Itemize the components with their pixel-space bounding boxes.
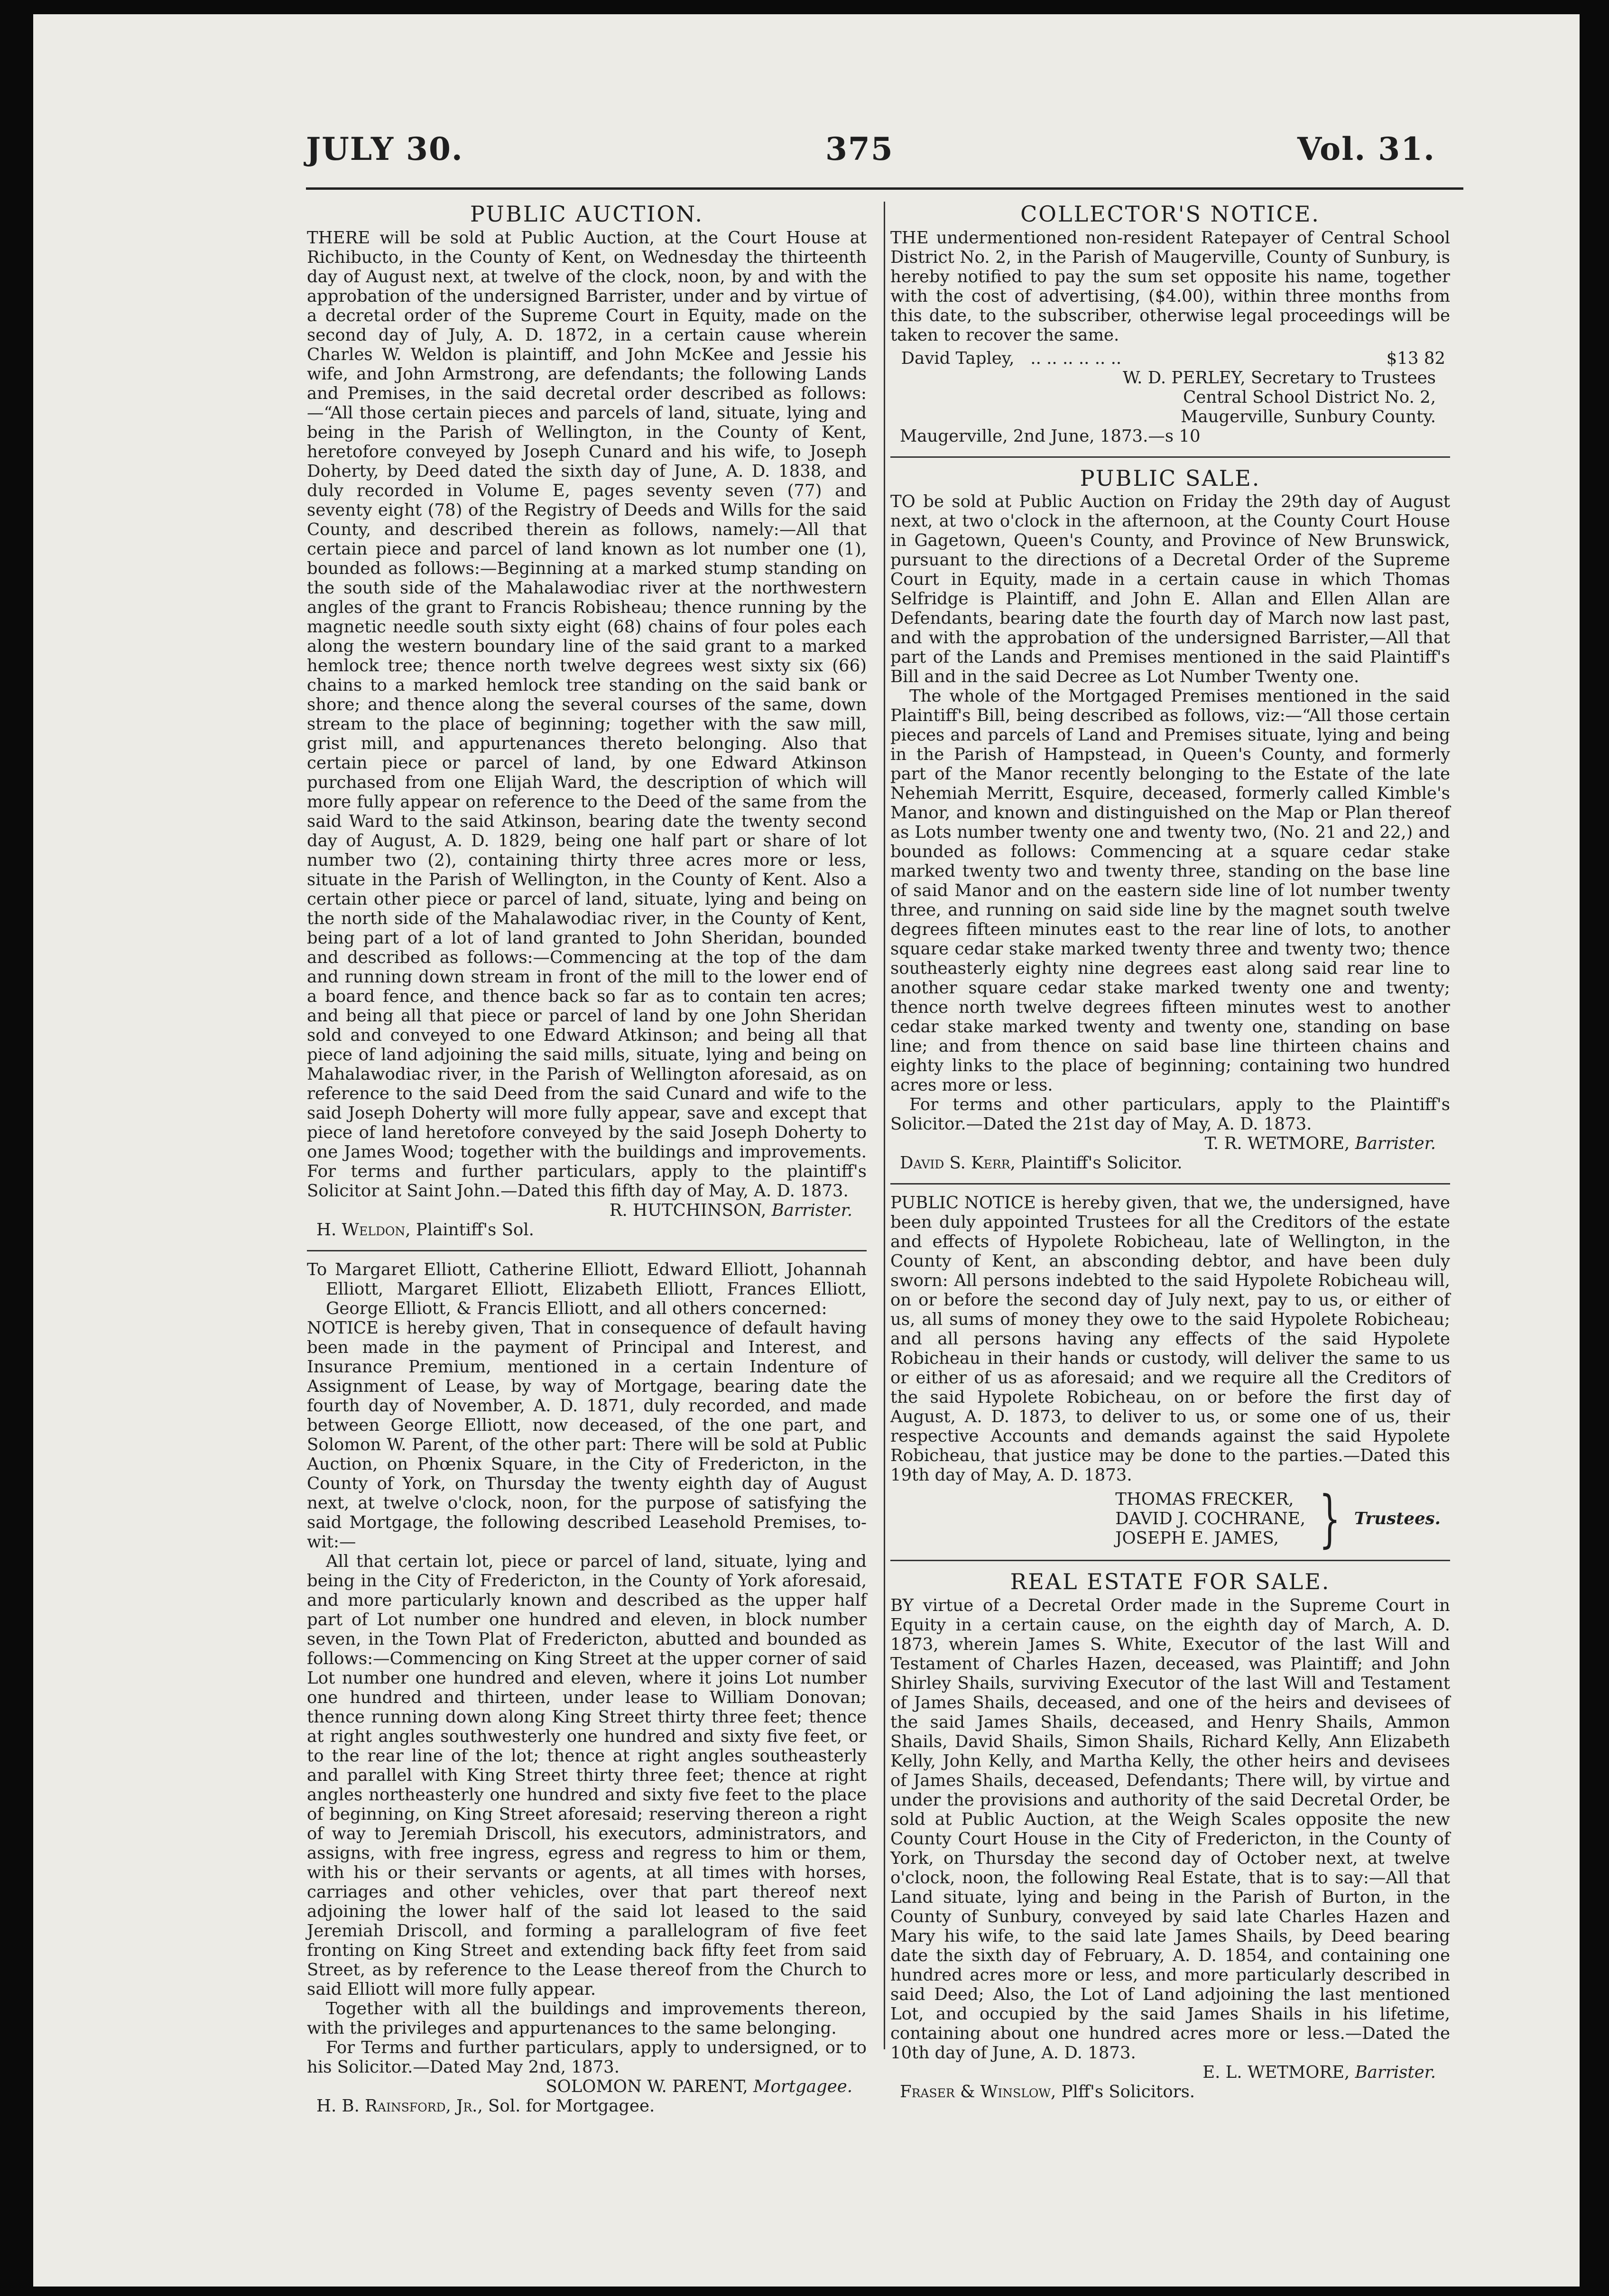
solicitor-role: Sol. for Mortgagee. bbox=[488, 2096, 655, 2116]
public-auction-solicitor bbox=[307, 1220, 867, 1240]
notice-body-2: All that certain lot, piece or parcel of land, situate, lying and being in the City of Fredericton, in the County of York aforesaid, and more particularly known and described as the upper half part of Lot number one hundred and eleven, in block number seven, in the Town Plat of Fredericton, abutted and bounded as follows:—Commencing on King Street at the upper corner of said Lot number one hundred and eleven, where it joins Lot number one hundred and thirteen, under lease to William Donovan; thence running down along King Street thirty three feet; thence at right angles southwesterly one hundred and sixty five feet, or to the rear line of the lot; thence at right angles southeasterly and parallel with King Street thirty three feet; thence at right angles northeasterly one hundred and sixty five feet to the place of beginning, on King Street aforesaid; reserving thereon a right of way to Jeremiah Driscoll, his executors, administrators, and assigns, with free ingress, egress and regress to him or them, with his or their servants or agents, at all times with horses, carriages and other vehicles, over that part thereof next adjoining the lower half of the said lot leased to the said Jeremiah Driscoll, and forming a parallelogram of five feet fronting on King Street and extending back fifty feet from said Street, as by reference to the Lease thereof from the Church to said Elliott will more fully appear. bbox=[307, 1551, 867, 1999]
public-sale-signature bbox=[890, 1134, 1450, 1153]
trustee-name: DAVID J. COCHRANE, bbox=[1115, 1509, 1306, 1528]
signature-role: Mortgagee. bbox=[753, 2076, 852, 2096]
solicitor-name: H. B. Rainsford, Jr., bbox=[316, 2096, 483, 2116]
solicitor-name: David S. Kerr, bbox=[900, 1153, 1016, 1173]
signature-name: T. R. WETMORE, bbox=[1204, 1134, 1350, 1154]
solicitor-role: Plff's Solicitors. bbox=[1061, 2082, 1195, 2102]
public-auction-title: PUBLIC AUCTION. bbox=[470, 201, 703, 227]
gazette-page bbox=[33, 14, 1580, 2287]
collector-sig-3: Maugerville, Sunbury County. bbox=[1181, 407, 1436, 426]
real-estate-body: BY virtue of a Decretal Order made in the Supreme Court in Equity in a certain cause, on the eighth day of March, A. D. 1873, wherein James S. White, Executor of the last Will and Testament of Charles Hazen, deceased, was Plaintiff; and John Shirley Shails, surviving Executor of the last Will and Testament of James Shails, deceased, and one of the heirs and devisees of the said James Shails, deceased, and Henry Shails, Ammon Shails, David Shails, Simon Shails, Richard Kelly, Ann Elizabeth Kelly, John Kelly, and Martha Kelly, the other heirs and devisees of James Shails, deceased, Defendants; There will, by virtue and under the provisions and authority of the said Decretal Order, be sold at Public Auction, at the Weigh Scales opposite the new County Court House in the City of Fredericton, in the County of York, on Thursday the second day of October next, at twelve o'clock, noon, the following Real Estate, that is to say:—All that Land situate, lying and being in the Parish of Burton, in the County of Sunbury, conveyed by said late Charles Hazen and Mary his wife, to the said late James Shails, by Deed bearing date the sixth day of February, A. D. 1854, and containing one hundred acres more or less, and more particularly described in said Deed; Also, the Lot of Land adjoining the last mentioned Lot, and occupied by the said James Shails in his lifetime, containing about one hundred acres more or less.—Dated the 10th day of June, A. D. 1873. bbox=[890, 1595, 1450, 2063]
notice-solicitor bbox=[307, 2096, 867, 2116]
leader-dots: .. .. .. .. .. .. bbox=[1030, 348, 1122, 368]
solicitor-name: H. Weldon, bbox=[316, 1220, 411, 1240]
header-rule bbox=[306, 187, 1463, 190]
section-rule bbox=[890, 456, 1450, 458]
notice-signature bbox=[307, 2077, 867, 2096]
ratepayer-line bbox=[890, 349, 1450, 368]
trustees-label: Trustees. bbox=[1354, 1509, 1441, 1528]
public-auction-signature bbox=[307, 1201, 867, 1220]
ratepayer-name: David Tapley, bbox=[901, 348, 1015, 368]
notice-addressees: To Margaret Elliott, Catherine Elliott, Edward Elliott, Johannah Elliott, Margaret Elliott, Elizabeth Elliott, Frances Elliott, George Elliott, & Francis Elliott, and all others concerned: bbox=[307, 1259, 867, 1318]
collector-sig-1: W. D. PERLEY, Secretary to Trustees bbox=[1122, 368, 1436, 388]
signature-role: Barrister. bbox=[1355, 2062, 1436, 2082]
notice-body-1: NOTICE is hereby given, That in consequence of default having been made in the payment of Principal and Interest, and Insurance Premium, mentioned in a certain Indenture of Assignment of Lease, by way of Mortgage, bearing date the fourth day of November, A. D. 1871, duly recorded, and made between George Elliott, now deceased, of the one part, and Solomon W. Parent, of the other part: There will be sold at Public Auction, on Phœnix Square, in the City of Fredericton, in the County of York, on Thursday the twenty eighth day of August next, at twelve o'clock, noon, for the purpose of satisfying the said Mortgage, the following described Leasehold Premises, to-wit:— bbox=[307, 1318, 867, 1552]
header-page-number: 375 bbox=[825, 130, 894, 167]
solicitor-role: Plaintiff's Sol. bbox=[416, 1220, 534, 1240]
collector-sig-2: Central School District No. 2, bbox=[1183, 387, 1436, 407]
solicitor-role: Plaintiff's Solicitor. bbox=[1021, 1153, 1183, 1173]
public-sale-body-2: The whole of the Mortgaged Premises mentioned in the said Plaintiff's Bill, being described as follows, viz:—“All those certain pieces and parcels of Land and Premises situate, lying and being in the Parish of Hampstead, in Queen's County, and formerly part of the Manor recently belonging to the Estate of the late Nehemiah Merritt, Esquire, deceased, formerly called Kimble's Manor, and known and distinguished on the Map or Plan thereof as Lots number twenty one and twenty two, (No. 21 and 22,) and bounded as follows: Commencing at a square cedar stake marked twenty two and twenty three, standing on the base line of said Manor and on the eastern side line of lot number twenty three, and running on said side line by the magnet south twelve degrees fifteen minutes east to the rear line of lots, to another square cedar stake marked twenty three and twenty two; thence southeasterly eighty nine degrees east along said rear line to another square cedar stake marked twenty one and twenty; thence north twelve degrees fifteen minutes west to another cedar stake marked twenty and twenty one, standing on base line; and from thence on said base line thirteen chains and eighty links to the place of beginning; containing two hundred acres more or less. bbox=[890, 686, 1450, 1095]
trustee-names bbox=[1115, 1490, 1305, 1548]
right-column bbox=[890, 199, 1450, 2102]
trustee-notice-body: PUBLIC NOTICE is hereby given, that we, the undersigned, have been duly appointed Trustees for all the Creditors of the estate and effects of Hypolete Robicheau, late of Wellington, in the County of Kent, an absconding debtor, and have been duly sworn: All persons indebted to the said Hypolete Robicheau will, on or before the second day of July next, pay to us, or either of us, all sums of money they owe to the said Hypolete Robicheau; and all persons having any effects of the said Hypolete Robicheau in their hands or custody, will deliver the same to us or either of us as aforesaid; and we require all the Creditors of the said Hypolete Robicheau, on or before the first day of August, A. D. 1873, to deliver to us, or some one of us, their respective Accounts and demands against the said Hypolete Robicheau, that justice may be done to the parties.—Dated this 19th day of May, A. D. 1873. bbox=[890, 1193, 1450, 1485]
section-rule bbox=[890, 1560, 1450, 1561]
trustee-signatures bbox=[890, 1482, 1450, 1555]
notice-body-3: Together with all the buildings and improvements thereon, with the privileges and appurtenances to the same belonging. bbox=[307, 1999, 867, 2038]
column-divider bbox=[884, 202, 885, 2049]
trustee-name: JOSEPH E. JAMES, bbox=[1115, 1528, 1279, 1548]
header-volume: Vol. 31. bbox=[1297, 130, 1436, 167]
section-rule bbox=[307, 1250, 867, 1251]
signature-role: Barrister. bbox=[771, 1200, 852, 1220]
header-date: JULY 30. bbox=[306, 130, 463, 167]
amount-due: $13 82 bbox=[1386, 348, 1445, 368]
signature-name: R. HUTCHINSON, bbox=[609, 1200, 767, 1220]
section-rule bbox=[890, 1183, 1450, 1185]
real-estate-signature bbox=[890, 2063, 1450, 2082]
signature-role: Barrister. bbox=[1355, 1134, 1436, 1154]
trustee-name: THOMAS FRECKER, bbox=[1115, 1489, 1294, 1509]
collectors-notice bbox=[890, 202, 1450, 446]
real-estate-solicitor bbox=[890, 2082, 1450, 2102]
notice-body-4: For Terms and further particulars, apply to undersigned, or to his Solicitor.—Dated May 2nd, 1873. bbox=[307, 2037, 867, 2077]
real-estate-title: REAL ESTATE FOR SALE. bbox=[1010, 1569, 1331, 1595]
public-sale-title: PUBLIC SALE. bbox=[1080, 465, 1261, 491]
left-column bbox=[307, 199, 867, 2116]
solicitor-name: Fraser & Winslow, bbox=[900, 2082, 1056, 2102]
brace-glyph: } bbox=[1319, 1482, 1341, 1555]
public-sale-body-3: For terms and other particulars, apply to the Plaintiff's Solicitor.—Dated the 21st day of May, A. D. 1873. bbox=[890, 1095, 1450, 1134]
public-sale-body-1: TO be sold at Public Auction on Friday the 29th day of August next, at two o'clock in the afternoon, at the County Court House in Gagetown, Queen's County, and Province of New Brunswick, pursuant to the directions of a Decretal Order of the Supreme Court in Equity, made in a certain cause in which Thomas Selfridge is Plaintiff, and John E. Allan and Ellen Allan are Defendants, bearing date the fourth day of March now last past, and with the approbation of the undersigned Barrister,—All that part of the Lands and Premises mentioned in the said Plaintiff's Bill and in the said Decree as Lot Number Twenty one. bbox=[890, 492, 1450, 687]
signature-name: SOLOMON W. PARENT, bbox=[546, 2076, 748, 2096]
signature-name: E. L. WETMORE, bbox=[1202, 2062, 1350, 2082]
public-sale-solicitor bbox=[890, 1153, 1450, 1173]
public-sale-notice bbox=[890, 466, 1450, 1173]
collectors-notice-title: COLLECTOR'S NOTICE. bbox=[1020, 201, 1320, 227]
collector-dated: Maugerville, 2nd June, 1873.—s 10 bbox=[900, 426, 1201, 446]
trustee-notice bbox=[890, 1193, 1450, 1555]
real-estate-notice bbox=[890, 1570, 1450, 2102]
public-auction-notice bbox=[307, 202, 867, 1240]
public-auction-body: THERE will be sold at Public Auction, at the Court House at Richibucto, in the County of Kent, on Wednesday the thirteenth day of August next, at twelve of the clock, noon, by and with the approbation of the undersigned Barrister, under and by virtue of a decretal order of the Supreme Court in Equity, made on the second day of July, A. D. 1872, in a certain cause wherein Charles W. Weldon is plaintiff, and John McKee and Jessie his wife, and John Armstrong, are defendants; the following Lands and Premises, in the said decretal order described as follows:—“All those certain pieces and parcels of land, situate, lying and being in the Parish of Wellington, in the County of Kent, heretofore conveyed by Joseph Cunard and his wife, to Joseph Doherty, by Deed dated the sixth day of June, A. D. 1838, and duly recorded in Volume E, pages seventy seven (77) and seventy eight (78) of the Registry of Deeds and Wills for the said County, and described therein as follows, namely:—All that certain piece and parcel of land known as lot number one (1), bounded as follows:—Beginning at a marked stump standing on the south side of the Mahalawodiac river at the northwestern angles of the grant to Francis Robisheau; thence running by the magnetic needle south sixty eight (68) chains of four poles each along the western boundary line of the said grant to a marked hemlock tree; thence north twelve degrees west sixty six (66) chains to a marked hemlock tree standing on the said bank or shore; and thence along the several courses of the same, down stream to the place of beginning; together with the saw mill, grist mill, and appurtenances thereto belonging. Also that certain piece or parcel of land, by one Edward Atkinson purchased from one Elijah Ward, the description of which will more fully appear on reference to the Deed of the same from the said Ward to the said Atkinson, bearing date the twenty second day of August, A. D. 1829, being one half part or share of lot number two (2), containing thirty three acres more or less, situate in the Parish of Wellington, in the County of Kent. Also a certain other piece or parcel of land, situate, lying and being on the north side of the Mahalawodiac river, in the County of Kent, being part of a lot of land granted to John Sheridan, bounded and described as follows:—Commencing at the top of the dam and running down stream in front of the mill to the lower end of a board fence, and thence back so far as to contain ten acres; and being all that piece or parcel of land by one John Sheridan sold and conveyed to one Edward Atkinson; and being all that piece of land adjoining the said mills, situate, lying and being on Mahalawodiac river, in the Parish of Wellington aforesaid, as on reference to the said Deed from the said Cunard and wife to the said Joseph Doherty will more fully appear, save and except that piece of land heretofore conveyed by the said Joseph Doherty to one James Wood; together with the buildings and improvements. For terms and further particulars, apply to the plaintiff's Solicitor at Saint John.—Dated this fifth day of May, A. D. 1873. bbox=[307, 228, 867, 1201]
mortgage-sale-notice bbox=[307, 1260, 867, 2116]
collectors-notice-body: THE undermentioned non-resident Ratepayer of Central School District No. 2, in the Parish of Maugerville, County of Sunbury, is hereby notified to pay the sum set opposite his name, together with the cost of advertising, ($4.00), within three months from this date, to the subscriber, otherwise legal proceedings will be taken to recover the same. bbox=[890, 228, 1450, 345]
